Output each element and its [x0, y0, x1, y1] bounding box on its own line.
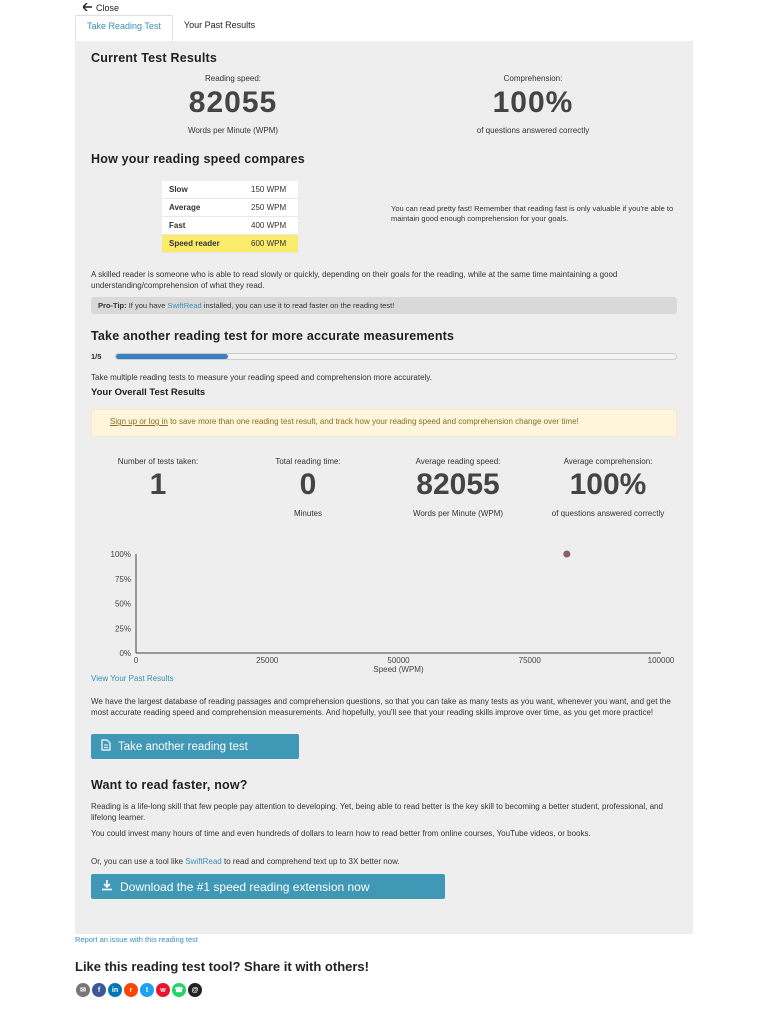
multiple-tests-text: Take multiple reading tests to measure your reading speed and comprehension more accurately. [91, 373, 432, 382]
data-point [563, 551, 570, 558]
y-tick-label: 100% [110, 550, 131, 559]
results-panel [75, 41, 693, 934]
skilled-reader-text: A skilled reader is someone who is able to read slowly or quickly, depending on their goals for the reading, while at the same time maintaining a good understanding/comprehension of what they read. [91, 270, 618, 290]
speed-comparison-table [162, 181, 298, 253]
read-faster-paragraph-3 [91, 856, 681, 867]
threads-icon[interactable]: @ [188, 983, 202, 997]
current-results-title: Current Test Results [91, 51, 218, 65]
database-text: We have the largest database of reading passages and comprehension questions, so that you can take as many tests as you want, whenever you want, and get the most accurate reading speed and comprehension measurements. And hopefully, you'll see that your reading skills improve over time, as you get more practice! [91, 697, 671, 717]
p3-after: to read and comprehend text up to 3X better now. [224, 857, 400, 866]
read-faster-title: Want to read faster, now? [91, 778, 248, 792]
arrow-left-icon [83, 3, 92, 13]
share-title: Like this reading test tool? Share it with others! [75, 959, 369, 974]
tab-past-results[interactable]: Your Past Results [183, 20, 256, 30]
table-row [162, 217, 298, 235]
stat-label-tests: Number of tests taken: [117, 457, 199, 466]
row-value: 600 WPM [244, 235, 298, 253]
y-tick-label: 50% [114, 599, 131, 609]
row-value: 250 WPM [244, 199, 298, 217]
reddit-icon[interactable]: r [124, 983, 138, 997]
download-icon [101, 879, 113, 894]
y-tick-label: 25% [114, 624, 131, 634]
linkedin-icon[interactable]: in [108, 983, 122, 997]
view-past-results-link[interactable]: View Your Past Results [91, 674, 174, 683]
close-link[interactable] [83, 3, 119, 13]
signup-notice [91, 409, 677, 437]
compare-title: How your reading speed compares [91, 152, 305, 166]
y-tick-label: 0% [119, 649, 131, 658]
stat-sub-speed: Words per Minute (WPM) [412, 509, 504, 518]
read-faster-paragraph-1: Reading is a life-long skill that few people pay attention to developing. Yet, being able to read better is the key skill to becoming a better student, professional, and lifelong learner. [91, 802, 663, 822]
take-another-test-label: Take another reading test [118, 740, 248, 753]
stat-sub-time: Minutes [293, 509, 322, 518]
read-faster-paragraph-2: You could invest many hours of time and even hundreds of dollars to learn how to read better from online courses, YouTube videos, or books. [91, 829, 591, 838]
take-another-test-button[interactable] [91, 734, 299, 759]
table-row [162, 199, 298, 217]
progress-label: 1/5 [91, 352, 102, 361]
speed-feedback-note: You can read pretty fast! Remember that reading fast is only valuable if you're able to maintain good enough comprehension for your goals. [391, 204, 674, 223]
report-issue-link[interactable]: Report an issue with this reading test [75, 935, 198, 944]
reading-speed-value: 82055 [188, 86, 278, 119]
reading-speed-label: Reading speed: [204, 74, 262, 83]
facebook-icon[interactable]: f [92, 983, 106, 997]
pro-tip-box [91, 297, 677, 314]
comprehension-value: 100% [492, 86, 574, 119]
speed-comprehension-chart [91, 541, 691, 677]
table-row [162, 181, 298, 199]
row-value: 150 WPM [244, 181, 298, 199]
twitter-icon[interactable]: t [140, 983, 154, 997]
stat-label-time: Total reading time: [275, 457, 341, 466]
row-name: Average [162, 199, 244, 217]
weibo-icon[interactable]: w [156, 983, 170, 997]
row-name: Fast [162, 217, 244, 235]
signup-link[interactable]: Sign up or log in [110, 417, 168, 426]
download-extension-label: Download the #1 speed reading extension now [120, 879, 370, 894]
tab-take-reading-test[interactable]: Take Reading Test [75, 15, 173, 42]
swiftread-link[interactable]: SwiftRead [167, 301, 202, 310]
pro-tip-text-after: installed, you can use it to read faster on the reading test! [203, 301, 395, 310]
pro-tip-label: Pro-Tip: [98, 301, 127, 310]
swiftread-link-2[interactable]: SwiftRead [185, 857, 222, 866]
p3-before: Or, you can use a tool like [91, 857, 184, 866]
row-name: Slow [162, 181, 244, 199]
stat-value-time: 0 [299, 468, 317, 501]
overall-results-title: Your Overall Test Results [91, 387, 206, 398]
stat-label-speed: Average reading speed: [415, 457, 501, 466]
x-axis-title: Speed (WPM) [373, 665, 424, 674]
x-tick-label: 75000 [518, 656, 541, 665]
x-tick-label: 50000 [387, 656, 410, 665]
y-tick-label: 75% [114, 574, 131, 584]
x-tick-label: 100000 [647, 656, 675, 665]
progress-fill [116, 354, 228, 359]
x-tick-label: 25000 [256, 656, 279, 665]
stat-label-comprehension: Average comprehension: [563, 457, 653, 466]
row-name: Speed reader [162, 235, 244, 253]
x-tick-label: 0 [133, 656, 139, 665]
stat-value-comprehension: 100% [569, 468, 647, 501]
table-row-highlighted [162, 235, 298, 253]
whatsapp-icon[interactable]: ☎ [172, 983, 186, 997]
comprehension-unit: of questions answered correctly [476, 126, 590, 135]
comprehension-label: Comprehension: [503, 74, 563, 83]
download-extension-button[interactable] [91, 874, 445, 899]
reading-speed-unit: Words per Minute (WPM) [187, 126, 279, 135]
row-value: 400 WPM [244, 217, 298, 235]
document-icon [101, 739, 111, 754]
email-icon[interactable]: ✉ [76, 983, 90, 997]
progress-bar [115, 353, 677, 360]
signup-notice-text: to save more than one reading test result, and track how your reading speed and comprehension change over time! [170, 417, 579, 426]
stat-value-tests: 1 [149, 468, 167, 501]
another-test-title: Take another reading test for more accurate measurements [91, 329, 455, 343]
share-buttons [76, 983, 202, 997]
stat-value-speed: 82055 [416, 468, 500, 501]
pro-tip-text-before: If you have [128, 301, 166, 310]
tab-bar [75, 15, 266, 41]
stat-sub-comprehension: of questions answered correctly [551, 509, 665, 518]
close-label: Close [96, 3, 120, 13]
